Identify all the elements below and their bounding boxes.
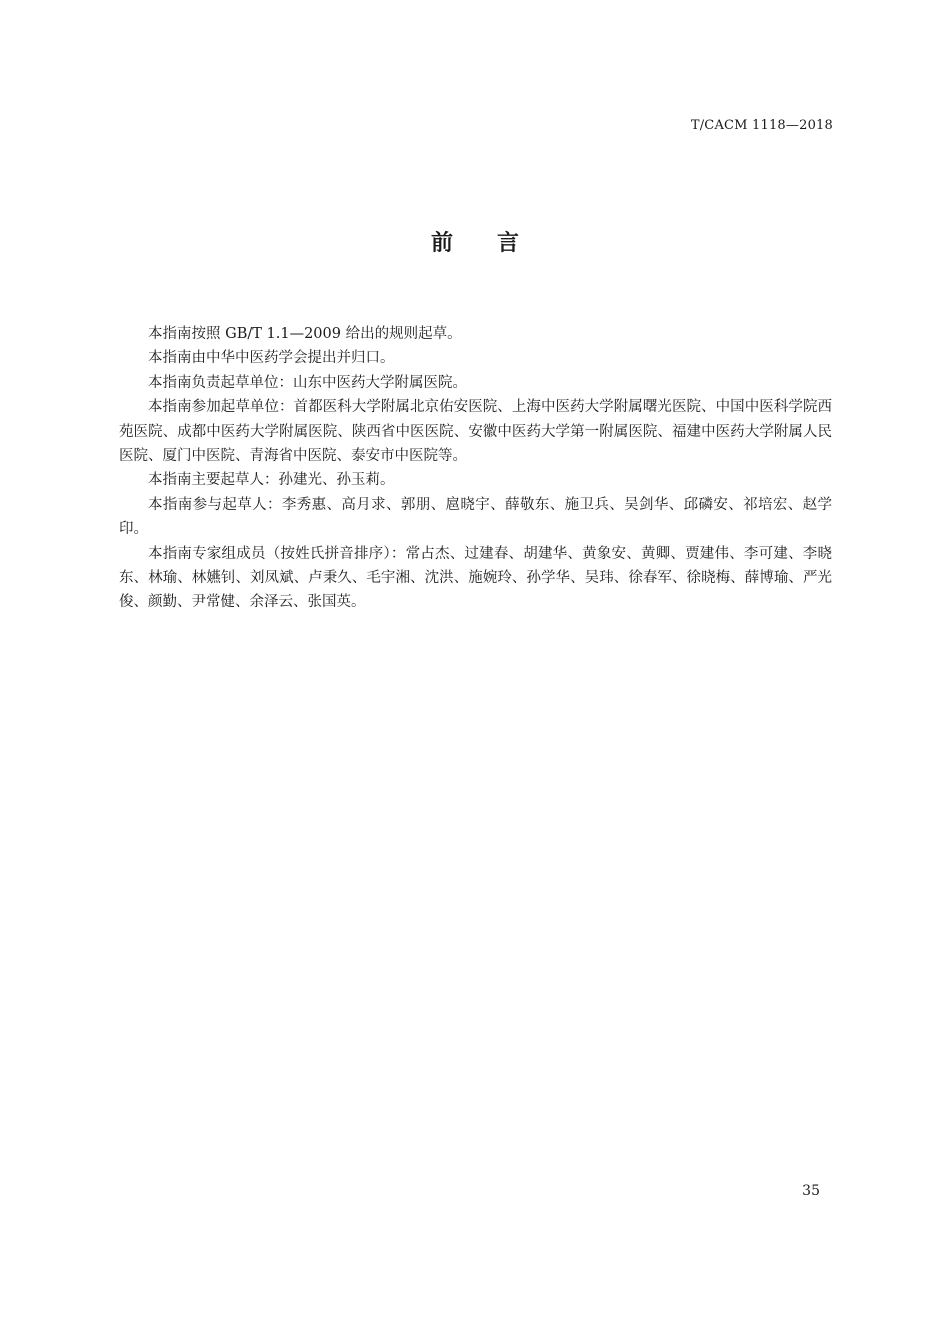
- paragraph-participating-units: 本指南参加起草单位：首都医科大学附属北京佑安医院、上海中医药大学附属曙光医院、中国中医科学院西苑医院、成都中医药大学附属医院、陕西省中医医院、安徽中医药大学第一附属医院、福建中医药大学附属人民医院、厦门中医院、青海省中医院、泰安市中医院等。: [119, 399, 832, 465]
- paragraph-lead-unit: 本指南负责起草单位：山东中医药大学附属医院。: [148, 374, 467, 391]
- page-number: 35: [802, 1183, 820, 1199]
- paragraph-expert-group: 本指南专家组成员（按姓氏拼音排序）：常占杰、过建春、胡建华、黄象安、黄卿、贾建伟、李可建、李晓东、林瑜、林嬿钊、刘凤斌、卢秉久、毛宇湘、沈洪、施婉玲、孙学华、吴玮、徐春军、徐晓梅、薛博瑜、严光俊、颜勤、尹常健、余泽云、张国英。: [119, 545, 832, 611]
- paragraph-drafting-rules: 本指南按照 GB/T 1.1—2009 给出的规则起草。: [148, 326, 462, 342]
- paragraph-participating-drafters: 本指南参与起草人：李秀惠、高月求、郭朋、扈晓宇、薛敬东、施卫兵、吴剑华、邱磷安、祁培宏、赵学印。: [119, 496, 832, 538]
- paragraph-proposer: 本指南由中华中医药学会提出并归口。: [148, 350, 395, 367]
- paragraph-main-drafters: 本指南主要起草人：孙建光、孙玉莉。: [148, 472, 395, 489]
- foreword-body: [119, 322, 832, 615]
- page-title: 前言: [430, 231, 563, 256]
- standard-code: T/CACM 1118—2018: [690, 118, 833, 133]
